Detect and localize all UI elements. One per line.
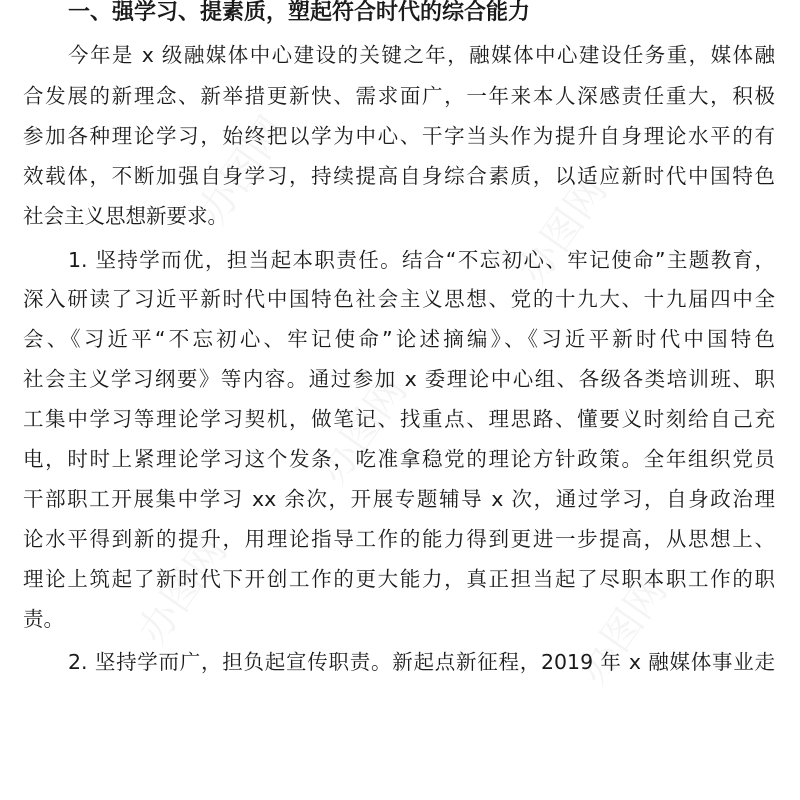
paragraph-line: 参加各种理论学习，始终把以学为中心、干字当头作为提升自身理论水平的有 bbox=[23, 124, 775, 148]
paragraph-line: 合发展的新理念、新举措更新快、需求面广，一年来本人深感责任重大，积极 bbox=[23, 84, 775, 108]
paragraph-line: 干部职工开展集中学习 xx 余次，开展专题辅导 x 次，通过学习，自身政治理 bbox=[23, 487, 775, 511]
section-heading: 一、强学习、提素质，塑起符合时代的综合能力 bbox=[68, 0, 531, 25]
paragraph-line: 理论上筑起了新时代下开创工作的更大能力，真正担当起了尽职本职工作的职 bbox=[23, 567, 775, 591]
paragraph-line: 工集中学习等理论学习契机，做笔记、找重点、理思路、懂要义时刻给自己充 bbox=[23, 407, 775, 431]
watermark: 办图网 bbox=[309, 368, 417, 493]
paragraph-line: 社会主义学习纲要》等内容。通过参加 x 委理论中心组、各级各类培训班、职 bbox=[23, 367, 775, 391]
watermark: 办图网 bbox=[509, 168, 617, 293]
paragraph-line: 深入研读了习近平新时代中国特色社会主义思想、党的十九大、十九届四中全 bbox=[23, 287, 775, 311]
paragraph-line: 2. 坚持学而广，担负起宣传职责。新起点新征程，2019 年 x 融媒体事业走 bbox=[68, 650, 775, 674]
watermark: 办图网 bbox=[129, 528, 237, 653]
paragraph-line: 今年是 x 级融媒体中心建设的关键之年，融媒体中心建设任务重，媒体融 bbox=[68, 43, 775, 67]
paragraph-line: 责。 bbox=[23, 607, 64, 631]
watermark: 办图网 bbox=[569, 568, 677, 693]
paragraph-line: 社会主义思想新要求。 bbox=[23, 204, 228, 228]
paragraph-line: 电，时时上紧理论学习这个发条，吃准拿稳党的理论方针政策。全年组织党员 bbox=[23, 447, 775, 471]
paragraph-line: 论水平得到新的提升，用理论指导工作的能力得到更进一步提高，从思想上、 bbox=[23, 527, 775, 551]
paragraph-line: 效载体，不断加强自身学习，持续提高自身综合素质，以适应新时代中国特色 bbox=[23, 164, 775, 188]
paragraph-line: 会、《习近平“不忘初心、牢记使命”论述摘编》、《习近平新时代中国特色 bbox=[23, 327, 775, 351]
paragraph-line: 1. 坚持学而优，担当起本职责任。结合“不忘初心、牢记使命”主题教育， bbox=[68, 248, 775, 272]
watermark: 办图网 bbox=[189, 108, 297, 233]
